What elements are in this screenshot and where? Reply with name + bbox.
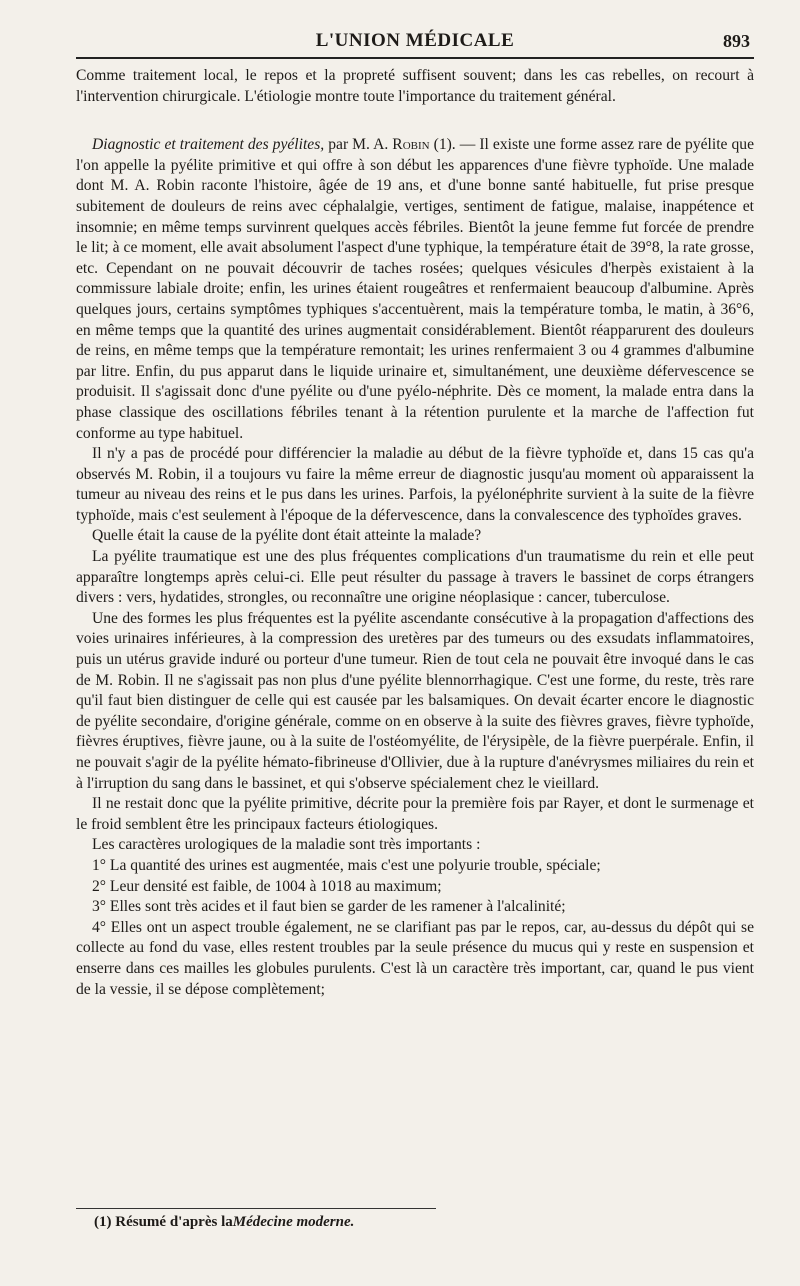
- list-item: 1° La quantité des urines est augmentée, mais c'est une polyurie trouble, spéciale;: [92, 856, 601, 874]
- section-text: — Il existe une forme assez rare de pyélite que l'on appelle la pyélite primitive et qui offre à son début les apparences d'une fièvre typhoïde. Une malade dont M. A. Robin raconte l'histoire, âgée de 19 ans, et d'une bonne santé habituelle, fut prise presque subitement de douleurs de reins avec céphalalgie, vertiges, sentiment de fatigue, malaise, inappétence et insomnie; en même temps survinrent quelques accès fébriles. Bientôt la jeune femme fut forcée de prendre le lit; à ce moment, elle avait absolument l'aspect d'une typhique, la température était de 39°8, la rate grosse, etc. Cependant on ne pouvait découvrir de taches rosées; quelques vésicules d'herpès existaient à la commissure labiale droite; enfin, les urines étaient rougeâtres et renfermaient beaucoup d'albumine. Après quelques jours, certains symptômes typhiques s'accentuèrent, mais la température tomba, le matin, à 36°6, en même temps que la quantité des urines augmentait considérablement. Bientôt réapparurent des douleurs de reins, en même temps que la température remontait; les urines renfermaient 3 ou 4 grammes d'albumine par litre. Enfin, du pus apparut dans le liquide urinaire et, simultanément, une deuxième défervescence se produisit. Il s'agissait donc d'une pyélite ou d'une pyélo-néphrite. Dès ce moment, la malade entra dans la phase classique des oscillations fébriles tenant à la rétention purulente et la marche de l'affection fut conforme au type habituel.: [76, 136, 754, 442]
- list-item: 2° Leur densité est faible, de 1004 à 1018 au maximum;: [92, 877, 442, 895]
- page-number: 893: [723, 31, 750, 51]
- footnote: [94, 1214, 754, 1231]
- footnote-rule: [76, 1208, 436, 1209]
- header-rule: [76, 57, 754, 59]
- page-header: [76, 28, 754, 58]
- author-name: Robin: [392, 136, 430, 154]
- list-item: 3° Elles sont très acides et il faut bien se garder de les ramener à l'alcalinité;: [92, 898, 566, 916]
- paragraph: Les caractères urologiques de la maladie sont très importants :: [92, 836, 481, 854]
- journal-title: L'UNION MÉDICALE: [315, 30, 515, 51]
- section-title: Diagnostic et traitement des pyélites,: [92, 136, 325, 154]
- paragraph: Une des formes les plus fréquentes est la pyélite ascendante consécutive à la propagation d'affections des voies urinaires inférieures, à la compression des uretères par des tumeurs ou des exsudats inflammatoires, puis un utérus gravide induré ou porteur d'une tumeur. Rien de tout cela ne pouvait être invoqué dans le cas de M. Robin. Il ne s'agissait pas non plus d'une pyélite blennorrhagique. C'est une forme, du reste, très rare qu'il faut bien distinguer de celle qui est causée par les balsamiques. On devait écarter encore le diagnostic de pyélite secondaire, d'origine générale, comme on en observe à la suite des fièvres graves, fièvre typhoïde, fièvres éruptives, fièvre jaune, ou à la suite de l'ostéomyélite, de l'érysipèle, de la fièvre puerpérale. Enfin, il ne pouvait s'agir de la pyélite hémato-fibrineuse d'Ollivier, due à la rupture d'anévrysmes miliaires du rein et à l'irruption du sang dans le bassinet, et qui s'observe spécialement chez le vieillard.: [76, 609, 754, 792]
- section-first-paragraph: [76, 135, 754, 444]
- footnote-ref: (1).: [433, 136, 456, 154]
- footnote-prefix: (1) Résumé d'après la: [94, 1214, 233, 1230]
- footnote-source: Médecine moderne.: [232, 1214, 355, 1230]
- paragraph: La pyélite traumatique est une des plus fréquentes complications d'un traumatisme du rein et elle peut apparaître longtemps après celui-ci. Elle peut résulter du passage à travers le bassinet de corps étrangers divers : vers, hydatides, strongles, ou reconnaître une origine néoplasique : cancer, tuberculose.: [76, 548, 754, 607]
- list-item: 4° Elles ont un aspect trouble également, ne se clarifiant pas par le repos, car, au-dessus du dépôt qui se collecte au fond du vase, elles restent troubles par la seule présence du mucus qui y reste en suspension et enserre dans ces mailles les globules purulents. C'est là un caractère très important, car, quand le pus vient de la vessie, il se dépose complètement;: [76, 918, 754, 998]
- author-prefix: par M. A.: [328, 136, 389, 154]
- section-spacer: [76, 107, 754, 135]
- paragraph: Il ne restait donc que la pyélite primitive, décrite pour la première fois par Rayer, et dont le surmenage et le froid semblent être les principaux facteurs étiologiques.: [76, 795, 754, 833]
- intro-paragraph: Comme traitement local, le repos et la propreté suffisent souvent; dans les cas rebelles, on recourt à l'intervention chirurgicale. L'étiologie montre toute l'importance du traitement général.: [76, 67, 754, 105]
- paragraph: Il n'y a pas de procédé pour différencier la maladie au début de la fièvre typhoïde et, dans 15 cas qu'a observés M. Robin, il a toujours vu faire la même erreur de diagnostic jusqu'au moment où apparaissent la tumeur au niveau des reins et le pus dans les urines. Parfois, la pyélonéphrite survient à la suite de la fièvre typhoïde, mais c'est seulement à l'époque de la défervescence, dans la convalescence des typhoïdes graves.: [76, 445, 754, 524]
- paragraph: Quelle était la cause de la pyélite dont était atteinte la malade?: [92, 527, 482, 545]
- article-body: [76, 66, 754, 1000]
